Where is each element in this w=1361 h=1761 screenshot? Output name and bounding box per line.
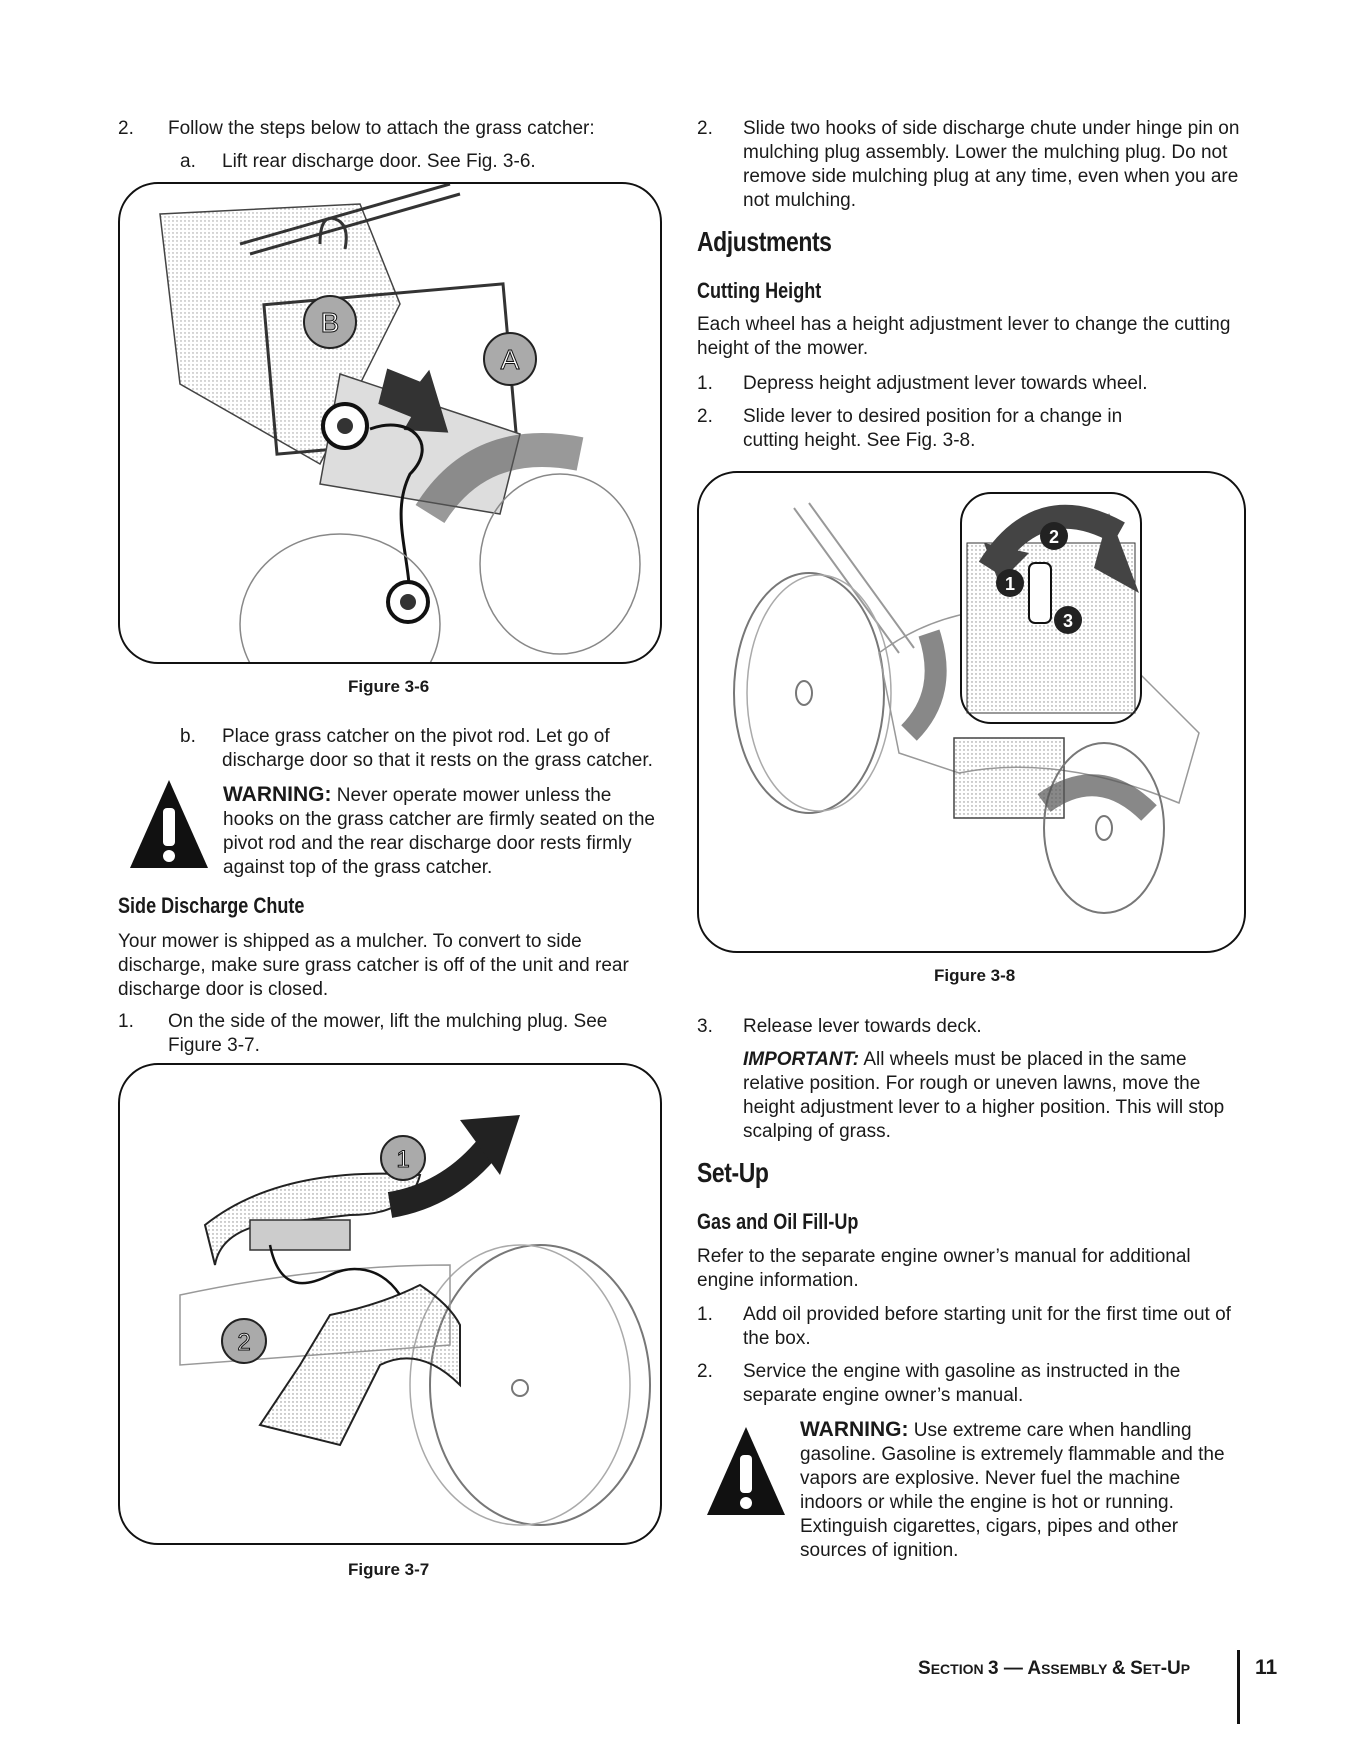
warning-head: WARNING:: [800, 1418, 909, 1441]
step-text: On the side of the mower, lift the mulching plug. See Figure 3-7.: [168, 1011, 608, 1056]
figure-label-1: 1: [1004, 574, 1016, 594]
important-note: [743, 1048, 1243, 1144]
important-head: IMPORTANT:: [743, 1049, 860, 1070]
figure-label-a: A: [500, 344, 520, 375]
cutting-height-paragraph: Each wheel has a height adjustment lever to change the cutting height of the mower.: [697, 314, 1231, 359]
warning-text: Use extreme care when handling gasoline. Gasoline is extremely flammable and the vapors are explosive. Never fuel the machine indoors or while the engine is hot or running. Extinguish cigarettes, cigars, pipes and other sources of ignition.: [800, 1420, 1225, 1561]
figure-3-6-illustration: [120, 184, 660, 662]
warning-1: [223, 783, 663, 880]
step-number: 3.: [697, 1016, 713, 1037]
side-discharge-paragraph: Your mower is shipped as a mulcher. To convert to side discharge, make sure grass catcher is off of the unit and rear discharge door is closed.: [118, 931, 629, 1000]
warning-head: WARNING:: [223, 783, 332, 806]
step-text: Follow the steps below to attach the grass catcher:: [168, 118, 595, 139]
figure-3-6: [118, 182, 662, 664]
step-text: Place grass catcher on the pivot rod. Let go of discharge door so that it rests on the grass catcher.: [222, 726, 653, 771]
step-text: Slide lever to desired position for a change in cutting height. See Fig. 3-8.: [743, 406, 1123, 451]
side-step-1: [118, 1010, 663, 1056]
step-number: b.: [180, 726, 196, 747]
step-text: Slide two hooks of side discharge chute under hinge pin on mulching plug assembly. Lower the mulching plug. Do not remove side mulching plug at any time, even when you are not mulching.: [743, 118, 1240, 211]
step-2: [118, 117, 658, 141]
side-discharge-heading: Side Discharge Chute: [118, 893, 305, 918]
figure-label-2: 2: [1048, 527, 1060, 547]
step-number: 2.: [118, 118, 134, 139]
figure-3-8: [697, 471, 1246, 953]
page-number: 11: [1255, 1656, 1278, 1679]
footer-divider: [1237, 1650, 1240, 1724]
step-text: Service the engine with gasoline as instructed in the separate engine owner’s manual.: [743, 1361, 1181, 1406]
step-number: 2.: [697, 118, 713, 139]
cut-step-2: [697, 405, 1242, 451]
step-2b: [180, 725, 660, 771]
step-number: 2.: [697, 1361, 713, 1382]
warning-text: Never operate mower unless the hooks on the grass catcher are firmly seated on the pivot rod and the rear discharge door rests firmly against top of the grass catcher.: [223, 785, 655, 878]
figure-3-7-caption: Figure 3-7: [348, 1560, 430, 1579]
figure-3-8-illustration: [699, 473, 1244, 951]
footer-section-title: SECTION 3 — ASSEMBLY & SET-UP: [918, 1658, 1191, 1679]
figure-label-2: 2: [237, 1329, 251, 1356]
step-text: Add oil provided before starting unit for the first time out of the box.: [743, 1304, 1231, 1349]
step-number: 1.: [697, 1304, 713, 1325]
cutting-height-heading: Cutting Height: [697, 278, 822, 303]
step-text: Depress height adjustment lever towards wheel.: [743, 373, 1148, 394]
figure-3-8-caption: Figure 3-8: [934, 966, 1016, 985]
warning-icon: [128, 778, 210, 870]
figure-3-7: [118, 1063, 662, 1545]
warning-icon: [705, 1425, 787, 1517]
setup-heading: Set-Up: [697, 1157, 769, 1188]
step-text: Release lever towards deck.: [743, 1016, 982, 1037]
figure-3-7-illustration: [120, 1065, 660, 1543]
figure-3-6-caption: Figure 3-6: [348, 677, 430, 696]
figure-label-1: 1: [396, 1146, 410, 1173]
step-number: a.: [180, 151, 196, 172]
cut-step-1: [697, 372, 1242, 396]
step-number: 1.: [118, 1011, 134, 1032]
gas-step-1: [697, 1303, 1242, 1349]
step-number: 2.: [697, 406, 713, 427]
step-2a: [180, 150, 660, 174]
figure-label-3: 3: [1062, 611, 1074, 631]
important-text: All wheels must be placed in the same relative position. For rough or uneven lawns, move the height adjustment lever to a higher position. This will stop scalping of grass.: [743, 1049, 1225, 1142]
cut-step-3: [697, 1015, 1242, 1039]
warning-2: [800, 1418, 1240, 1563]
gas-step-2: [697, 1360, 1242, 1406]
figure-label-b: B: [320, 307, 340, 338]
step-text: Lift rear discharge door. See Fig. 3-6.: [222, 151, 536, 172]
gas-oil-heading: Gas and Oil Fill-Up: [697, 1209, 859, 1234]
step-number: 1.: [697, 373, 713, 394]
side-step-2: [697, 117, 1242, 211]
gas-oil-paragraph: Refer to the separate engine owner’s manual for additional engine information.: [697, 1246, 1191, 1291]
adjustments-heading: Adjustments: [697, 226, 832, 257]
